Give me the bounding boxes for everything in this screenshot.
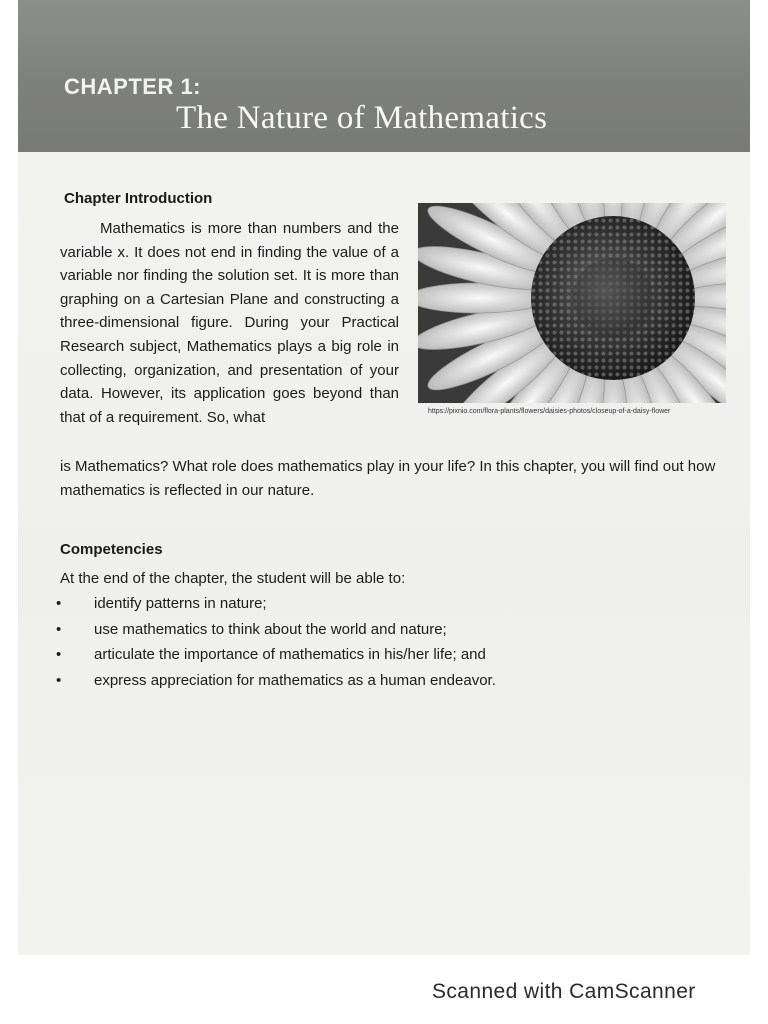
intro-paragraph-text: Mathematics is more than numbers and the variable x. It does not end in finding the value of a variable nor finding the solution set. It is more than graphing on a Cartesian Plane and constructing a three-dimensional figure. During your Practical Research subject, Mathematics plays a big role in collecting, organization, and presentation of your data. However, its application goes beyond than that of a requirement. So, what	[60, 220, 399, 426]
daisy-photo-icon	[418, 203, 726, 403]
intro-paragraph-continued: is Mathematics? What role does mathematics play in your life? In this chapter, you will find out how mathematics is reflected in our nature.	[60, 458, 716, 499]
bullet-icon: •	[56, 620, 62, 638]
competency-text: use mathematics to think about the world and nature;	[94, 620, 447, 638]
image-caption: https://pixnio.com/flora-plants/flowers/daisies-photos/closeup-of-a-daisy-flower	[428, 408, 671, 415]
bullet-icon: •	[56, 646, 62, 663]
bullet-icon: •	[56, 595, 62, 612]
chapter-title: The Nature of Mathematics	[176, 100, 548, 136]
competency-item	[54, 595, 496, 621]
competencies-heading: Competencies	[60, 541, 163, 558]
competency-text: identify patterns in nature;	[94, 595, 267, 612]
competencies-lead: At the end of the chapter, the student will be able to:	[60, 570, 406, 587]
competency-text: articulate the importance of mathematics in his/her life; and	[94, 646, 486, 663]
daisy-photo	[418, 203, 726, 403]
bullet-icon: •	[56, 671, 62, 689]
chapter-label: CHAPTER 1:	[64, 74, 202, 99]
competency-text: express appreciation for mathematics as a human endeavor.	[94, 671, 496, 689]
camscanner-watermark: Scanned with CamScanner	[432, 980, 696, 1003]
scanned-page	[18, 0, 750, 955]
intro-heading: Chapter Introduction	[64, 190, 213, 207]
competencies-list	[54, 595, 496, 697]
competency-item	[54, 646, 496, 672]
competency-item	[54, 672, 496, 698]
competency-item	[54, 621, 496, 647]
intro-paragraph	[60, 217, 399, 429]
chapter-banner	[18, 0, 750, 152]
